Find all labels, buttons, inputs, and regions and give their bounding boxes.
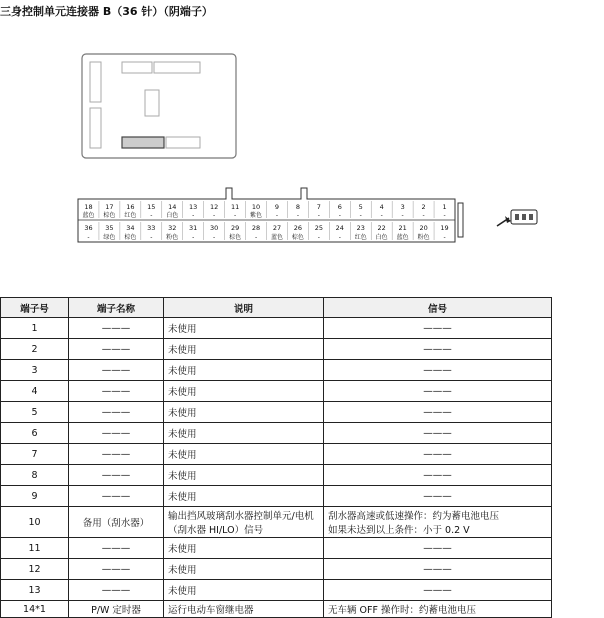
bottom-row-pin-wire-color: - xyxy=(192,234,195,241)
top-row-pin-number: 12 xyxy=(209,203,219,211)
bottom-row-pin-number: 34 xyxy=(126,224,135,232)
bottom-row-pin-wire-color: 蓝色 xyxy=(396,234,409,241)
cell-terminal-name xyxy=(69,580,164,601)
cell-terminal-no-text: 4 xyxy=(31,385,38,397)
header-signal: 信号 xyxy=(324,298,552,318)
cell-terminal-name-text: ——— xyxy=(101,490,131,502)
table-row xyxy=(1,507,552,538)
header-terminal-no: 端子号 xyxy=(1,298,69,318)
bottom-row-pin-wire-color: - xyxy=(254,234,258,241)
bottom-row-pin-number: 25 xyxy=(314,224,324,232)
top-row-pin-wire-color: - xyxy=(380,212,383,219)
cell-terminal-no-text: 12 xyxy=(28,563,41,575)
bottom-row-pin-number: 24 xyxy=(335,224,344,232)
header-description: 说明 xyxy=(164,298,324,318)
cell-description-text: 未使用 xyxy=(168,450,197,461)
cell-terminal-no-text: 5 xyxy=(31,406,38,418)
top-row-pin-wire-color: - xyxy=(422,212,425,219)
cell-terminal-no xyxy=(1,601,69,618)
cell-signal-text: 无车辆 OFF 操作时：约蓄电池电压 xyxy=(328,605,476,616)
cell-description xyxy=(164,559,324,580)
top-row-pin-number: 9 xyxy=(274,203,280,211)
table-row xyxy=(1,465,552,486)
top-row-pin-number: 14 xyxy=(168,203,177,211)
cell-description-text: 未使用 xyxy=(168,345,197,356)
cell-signal-text: ——— xyxy=(423,542,452,554)
top-row-pin-number: 8 xyxy=(295,203,300,211)
cell-terminal-name-text: ——— xyxy=(101,542,131,554)
cell-terminal-name-text: ——— xyxy=(101,364,131,376)
bottom-row-pin-number: 32 xyxy=(168,224,177,232)
bottom-row-pin-number: 30 xyxy=(209,224,219,232)
table-row xyxy=(1,423,552,444)
top-row-pin-wire-color: - xyxy=(359,212,362,219)
cell-description xyxy=(164,601,324,618)
table-row xyxy=(1,580,552,601)
top-row-pin-wire-color: - xyxy=(401,212,404,219)
cell-terminal-name xyxy=(69,402,164,423)
bottom-row-pin-number: 36 xyxy=(84,224,93,232)
cell-terminal-no-text: 6 xyxy=(31,427,38,439)
bottom-row-pin-wire-color: 棕色 xyxy=(291,234,304,241)
cell-terminal-no xyxy=(1,580,69,601)
top-row-pin-number: 18 xyxy=(84,203,93,211)
cell-description xyxy=(164,360,324,381)
cell-signal-text: ——— xyxy=(423,584,452,596)
terminal-table xyxy=(0,297,552,618)
cell-signal-text: ——— xyxy=(423,322,452,334)
cell-description-text: 未使用 xyxy=(168,408,197,419)
top-row-pin-number: 16 xyxy=(126,203,135,211)
cell-terminal-name xyxy=(69,538,164,559)
cell-terminal-name-text: 备用（刮水器） xyxy=(82,518,150,529)
top-row-pin-number: 7 xyxy=(316,203,321,211)
cell-terminal-name-text: ——— xyxy=(101,322,131,334)
bottom-row-pin-number: 29 xyxy=(230,224,240,232)
cell-signal-text: ——— xyxy=(423,385,452,397)
cell-terminal-no xyxy=(1,507,69,538)
cell-terminal-name-text: P/W 定时器 xyxy=(91,605,141,616)
cell-terminal-no-text: 13 xyxy=(28,584,41,596)
cell-signal xyxy=(324,444,552,465)
cell-signal xyxy=(324,580,552,601)
cell-description xyxy=(164,486,324,507)
table-row xyxy=(1,444,552,465)
cell-terminal-no-text: 1 xyxy=(31,322,38,334)
cell-terminal-no xyxy=(1,559,69,580)
cell-description xyxy=(164,381,324,402)
cell-terminal-name xyxy=(69,559,164,580)
cell-signal-text: ——— xyxy=(423,469,452,481)
connector-diagram xyxy=(0,0,604,295)
cell-terminal-no xyxy=(1,444,69,465)
top-row-pin-wire-color: - xyxy=(443,212,446,219)
top-row-pin-number: 3 xyxy=(400,203,405,211)
cell-terminal-name-text: ——— xyxy=(101,427,131,439)
top-row-pin-number: 5 xyxy=(358,203,363,211)
table-row xyxy=(1,318,552,339)
cell-signal xyxy=(324,402,552,423)
top-row-pin-number: 1 xyxy=(442,203,447,211)
bottom-row-pin-number: 35 xyxy=(105,224,114,232)
top-row-pin-wire-color: - xyxy=(233,212,237,219)
cell-signal xyxy=(324,601,552,618)
connector-overview xyxy=(82,54,236,158)
bottom-row-pin-wire-color: 棕色 xyxy=(124,234,137,241)
cell-terminal-name xyxy=(69,339,164,360)
table-row xyxy=(1,339,552,360)
cell-description-text: 未使用 xyxy=(168,429,197,440)
cell-description-text: 未使用 xyxy=(168,366,197,377)
cell-description-text: 未使用 xyxy=(168,471,197,482)
cell-terminal-no xyxy=(1,318,69,339)
cell-description xyxy=(164,318,324,339)
top-row-pin-number: 10 xyxy=(251,203,261,211)
top-row-pin-wire-color: 紫色 xyxy=(250,212,263,219)
cell-terminal-no-text: 14*1 xyxy=(23,603,46,615)
bottom-row-pin-wire-color: 绿色 xyxy=(103,234,116,241)
cell-terminal-name-text: ——— xyxy=(101,343,131,355)
cell-terminal-name-text: ——— xyxy=(101,448,131,460)
cell-terminal-no-text: 11 xyxy=(28,542,41,554)
bottom-row-pin-number: 23 xyxy=(356,224,365,232)
bottom-row-pin-wire-color: 棕色 xyxy=(229,234,242,241)
top-row-pin-number: 11 xyxy=(230,203,240,211)
cell-signal-text: ——— xyxy=(423,490,452,502)
bottom-row-pin-number: 22 xyxy=(377,224,386,232)
cell-terminal-name xyxy=(69,360,164,381)
top-row-pin-wire-color: - xyxy=(317,212,320,219)
bottom-row-pin-wire-color: - xyxy=(87,234,90,241)
cell-signal xyxy=(324,360,552,381)
cell-terminal-name-text: ——— xyxy=(101,584,131,596)
cell-terminal-name xyxy=(69,486,164,507)
bottom-row-pin-wire-color: - xyxy=(213,234,216,241)
bottom-row-pin-number: 26 xyxy=(293,224,303,232)
cell-description xyxy=(164,423,324,444)
cell-description-text: 未使用 xyxy=(168,565,197,576)
table-row xyxy=(1,538,552,559)
cell-description-text: 未使用 xyxy=(168,324,197,335)
cell-signal xyxy=(324,559,552,580)
cell-description xyxy=(164,402,324,423)
cell-description-text: 输出挡风玻璃刮水器控制单元/电机（刮水器 HI/LO）信号 xyxy=(168,511,314,536)
top-row-pin-wire-color: 白色 xyxy=(166,212,179,219)
top-row-pin-number: 4 xyxy=(379,203,384,211)
cell-terminal-name-text: ——— xyxy=(101,406,131,418)
table-row xyxy=(1,402,552,423)
bottom-row-pin-wire-color: 红色 xyxy=(354,234,367,241)
cell-description-text: 运行电动车窗继电器 xyxy=(168,605,254,616)
top-row-pin-number: 6 xyxy=(337,203,342,211)
cell-signal xyxy=(324,318,552,339)
cell-signal-text: ——— xyxy=(423,427,452,439)
cell-terminal-name-text: ——— xyxy=(101,563,131,575)
bottom-row-pin-wire-color: 粉色 xyxy=(417,234,430,241)
bottom-row-pin-number: 28 xyxy=(251,224,261,232)
top-row-pin-wire-color: - xyxy=(192,212,195,219)
cell-signal-line2: 如果未达到以上条件：小于 0.2 V xyxy=(328,525,470,536)
cell-terminal-name xyxy=(69,465,164,486)
cell-terminal-no xyxy=(1,339,69,360)
cell-description xyxy=(164,444,324,465)
cell-terminal-no xyxy=(1,381,69,402)
cell-signal-text: 刮水器高速或低速操作：约为蓄电池电压 xyxy=(328,511,500,522)
bottom-row-pin-number: 33 xyxy=(147,224,156,232)
cell-terminal-name xyxy=(69,507,164,538)
cell-terminal-name xyxy=(69,318,164,339)
bottom-row-pin-number: 27 xyxy=(272,224,282,232)
cell-terminal-no-text: 8 xyxy=(31,469,38,481)
bottom-row-pin-wire-color: 粉色 xyxy=(166,234,179,241)
cell-terminal-no xyxy=(1,402,69,423)
cell-terminal-no xyxy=(1,360,69,381)
cell-description xyxy=(164,465,324,486)
table-row xyxy=(1,360,552,381)
cell-signal xyxy=(324,507,552,538)
cell-terminal-no-text: 10 xyxy=(28,516,41,528)
bottom-row-pin-wire-color: 蓝色 xyxy=(270,234,283,241)
cell-description-text: 未使用 xyxy=(168,387,197,398)
cell-signal-text: ——— xyxy=(423,448,452,460)
top-row-pin-wire-color: - xyxy=(275,212,279,219)
cell-terminal-no-text: 9 xyxy=(31,490,38,502)
cell-terminal-no xyxy=(1,538,69,559)
cell-signal xyxy=(324,465,552,486)
bottom-row-pin-wire-color: - xyxy=(338,234,341,241)
connector-pin-layout xyxy=(78,188,463,242)
cell-signal-text: ——— xyxy=(423,343,452,355)
probe-connector-icon xyxy=(497,210,537,226)
cell-terminal-no xyxy=(1,423,69,444)
top-row-pin-wire-color: 红色 xyxy=(124,212,137,219)
bottom-row-pin-number: 21 xyxy=(398,224,407,232)
cell-signal xyxy=(324,423,552,444)
cell-terminal-name-text: ——— xyxy=(101,469,131,481)
cell-signal xyxy=(324,486,552,507)
cell-description-text: 未使用 xyxy=(168,586,197,597)
cell-signal xyxy=(324,538,552,559)
cell-signal xyxy=(324,381,552,402)
cell-signal-text: ——— xyxy=(423,563,452,575)
bottom-row-pin-wire-color: 白色 xyxy=(375,234,388,241)
top-row-pin-number: 15 xyxy=(147,203,156,211)
bottom-row-pin-number: 31 xyxy=(189,224,198,232)
top-row-pin-number: 17 xyxy=(105,203,114,211)
top-row-pin-wire-color: 棕色 xyxy=(103,212,116,219)
page-title: 三身控制单元连接器 B（36 针）（阴端子） xyxy=(0,5,213,18)
top-row-pin-wire-color: - xyxy=(150,212,153,219)
cell-signal-text: ——— xyxy=(423,364,452,376)
table-row xyxy=(1,559,552,580)
bottom-row-pin-number: 19 xyxy=(440,224,449,232)
top-row-pin-wire-color: 蓝色 xyxy=(82,212,95,219)
top-row-pin-wire-color: - xyxy=(213,212,216,219)
cell-terminal-no xyxy=(1,465,69,486)
cell-terminal-name xyxy=(69,601,164,618)
cell-description xyxy=(164,507,324,538)
bottom-row-pin-wire-color: - xyxy=(150,234,153,241)
cell-description-text: 未使用 xyxy=(168,544,197,555)
table-header-row xyxy=(1,298,552,318)
cell-terminal-no xyxy=(1,486,69,507)
cell-terminal-name xyxy=(69,444,164,465)
cell-terminal-no-text: 2 xyxy=(31,343,38,355)
table-row xyxy=(1,601,552,618)
cell-terminal-name-text: ——— xyxy=(101,385,131,397)
header-terminal-name: 端子名称 xyxy=(69,298,164,318)
cell-description-text: 未使用 xyxy=(168,492,197,503)
top-row-pin-wire-color: - xyxy=(296,212,300,219)
cell-signal-text: ——— xyxy=(423,406,452,418)
cell-description xyxy=(164,339,324,360)
cell-description xyxy=(164,538,324,559)
table-row xyxy=(1,381,552,402)
top-row-pin-number: 2 xyxy=(421,203,426,211)
cell-terminal-no-text: 3 xyxy=(31,364,38,376)
cell-description xyxy=(164,580,324,601)
top-row-pin-number: 13 xyxy=(189,203,198,211)
table-row xyxy=(1,486,552,507)
cell-terminal-name xyxy=(69,381,164,402)
cell-terminal-no-text: 7 xyxy=(31,448,38,460)
bottom-row-pin-wire-color: - xyxy=(443,234,446,241)
bottom-row-pin-wire-color: - xyxy=(317,234,320,241)
cell-terminal-name xyxy=(69,423,164,444)
cell-signal xyxy=(324,339,552,360)
bottom-row-pin-number: 20 xyxy=(419,224,428,232)
top-row-pin-wire-color: - xyxy=(338,212,341,219)
